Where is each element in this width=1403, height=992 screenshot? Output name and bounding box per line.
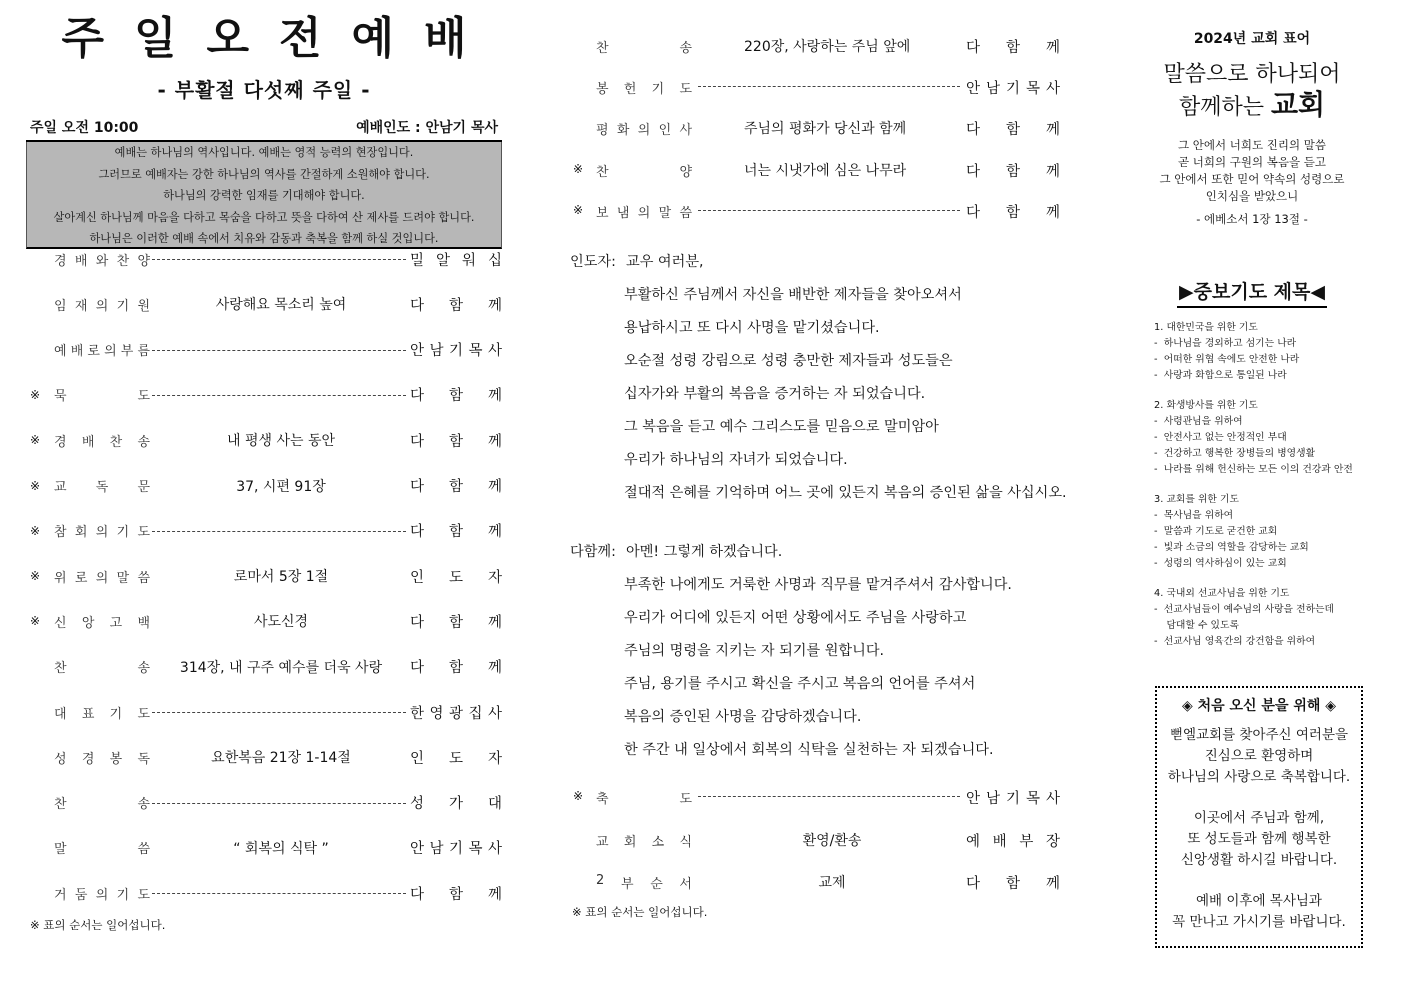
order-performer: 다 함 께 <box>410 614 502 631</box>
order-performer: 예 배 부 장 <box>966 833 1060 850</box>
order-performer: 안 남 기 목 사 <box>410 343 502 360</box>
dashed-leader-line <box>152 893 406 894</box>
order-row <box>570 116 1062 138</box>
intercession-item: - 말씀과 기도로 굳건한 교회 <box>1154 526 1278 537</box>
middle-footnote: ※ 표의 순서는 일어섭니다. <box>572 905 708 919</box>
welcome-line: 이곳에서 주님과 함께, <box>1193 810 1325 826</box>
order-content: “ 회복의 식탁 ” <box>233 840 329 857</box>
order-label: 묵 도 <box>54 389 150 405</box>
order-row <box>570 785 1062 807</box>
worship-notice-box <box>26 142 502 249</box>
order-label: 축 도 <box>596 792 692 807</box>
intercession-item: - 사랑과 화합으로 통일된 나라 <box>1154 370 1287 381</box>
order-content: 220장, 사랑하는 주님 앞에 <box>744 39 911 55</box>
order-content: 교제 <box>818 875 846 891</box>
order-label: 경 배 와 찬 양 <box>54 253 150 269</box>
order-performer: 다 함 께 <box>410 479 502 495</box>
intercession-item: - 사령관님을 위하여 <box>1154 416 1243 427</box>
order-content: 사랑해요 목소리 높여 <box>215 297 347 314</box>
intercession-group-title: 1. 대한민국을 위한 기도 <box>1154 322 1258 333</box>
order-row <box>28 882 504 904</box>
welcome-paragraph-3 <box>1157 891 1361 933</box>
dashed-leader-line <box>698 796 960 797</box>
order-row <box>28 656 504 678</box>
leader-speaker: 인도자: <box>570 254 616 270</box>
welcome-line: 꼭 만나고 가시기를 바랍니다. <box>1172 914 1346 930</box>
order-performer: 다 함 께 <box>410 433 502 450</box>
welcome-line: 또 성도들과 함께 행복한 <box>1187 831 1331 847</box>
intercession-group-title: 4. 국내외 선교사님을 위한 기도 <box>1154 588 1290 599</box>
motto-line-2b: 교회 <box>1270 88 1326 121</box>
prayer-line: 절대적 은혜를 기억하며 어느 곳에 있든지 복음의 증인된 삶을 사십시오. <box>624 485 1067 501</box>
order-row <box>28 837 504 859</box>
order-row <box>28 610 504 632</box>
order-label: 대 표 기 도 <box>54 706 150 722</box>
intercession-item: 담대할 수 있도록 <box>1154 620 1239 631</box>
order-row <box>28 520 504 542</box>
standing-mark: ※ <box>30 569 41 584</box>
order-content: 37, 시편 91장 <box>236 478 326 495</box>
service-info-row <box>26 117 502 142</box>
motto-line-2 <box>1140 90 1364 123</box>
notice-line: 하나님은 이러한 예배 속에서 치유와 감동과 축복을 함께 하실 것입니다. <box>89 232 439 245</box>
prayer-line: 용납하시고 또 다시 사명을 맡기셨습니다. <box>624 320 880 336</box>
order-row <box>570 870 1062 892</box>
prayer-line: 부족한 나에게도 거룩한 사명과 직무를 맡겨주셔서 감사합니다. <box>624 577 1012 593</box>
prayer-line: 십자가와 부활의 복음을 증거하는 자 되었습니다. <box>624 386 926 402</box>
dashed-leader-line <box>152 803 406 804</box>
motto-verse <box>1140 137 1364 205</box>
welcome-line: 뻗엘교회를 찾아주신 여러분을 <box>1169 727 1349 743</box>
service-title: 주일오전예배 <box>61 13 497 64</box>
order-performer: 밀 알 워 십 <box>410 252 502 269</box>
prayer-line: 부활하신 주님께서 자신을 배반한 제자들을 찾아오셔서 <box>624 287 962 303</box>
prayer-line: 그 복음을 듣고 예수 그리스도를 믿음으로 말미암아 <box>624 419 939 435</box>
welcome-paragraph-2 <box>1157 808 1361 871</box>
left-column <box>26 12 502 249</box>
order-row <box>28 746 504 768</box>
order-row <box>28 339 504 361</box>
order-row <box>570 34 1062 56</box>
standing-mark: ※ <box>30 478 41 493</box>
standing-mark: ※ <box>573 202 584 217</box>
intercession-group-title: 3. 교회를 위한 기도 <box>1154 494 1239 505</box>
order-performer: 인 도 자 <box>410 750 502 767</box>
order-performer: 안 남 기 목 사 <box>410 841 502 858</box>
standing-mark: ※ <box>573 161 584 176</box>
order-content: 환영/환송 <box>802 832 862 849</box>
left-footnote: ※ 표의 순서는 일어섭니다. <box>30 918 166 932</box>
order-label: 교 독 문 <box>54 480 150 495</box>
standing-mark: ※ <box>30 523 41 538</box>
order-performer: 인 도 자 <box>410 569 502 586</box>
order-performer: 한 영 광 집 사 <box>410 705 502 722</box>
order-label: 위 로 의 말 씀 <box>54 570 150 586</box>
motto-line-2a: 함께하는 <box>1178 95 1271 120</box>
order-label: 2 부 순 서 <box>596 873 692 892</box>
welcome-paragraph-1 <box>1157 725 1361 788</box>
order-label: 임 재 의 기 원 <box>54 298 150 314</box>
prayer-line: 우리가 어디에 있든지 어떤 상황에서도 주님을 사랑하고 <box>624 610 967 626</box>
order-content: 내 평생 사는 동안 <box>226 433 336 450</box>
standing-mark: ※ <box>30 387 41 402</box>
intercession-group <box>1154 320 1364 384</box>
dashed-leader-line <box>152 395 406 396</box>
order-label: 경 배 찬 송 <box>54 434 150 450</box>
order-performer: 안 남 기 목 사 <box>966 81 1060 98</box>
dashed-leader-line <box>152 350 406 351</box>
order-content: 요한복음 21장 1-14절 <box>211 750 351 767</box>
service-leader: 예배인도 : 안남기 목사 <box>356 120 498 136</box>
order-content: 로마서 5장 1절 <box>233 569 329 586</box>
intercession-item: - 선교사님 영육간의 강건함을 위하여 <box>1154 636 1316 647</box>
order-performer: 다 함 께 <box>410 524 502 541</box>
prayer-line: 주님의 명령을 지키는 자 되기를 원합니다. <box>624 643 885 659</box>
standing-mark: ※ <box>30 614 41 629</box>
intercession-item: - 빛과 소금의 역할을 감당하는 교회 <box>1154 542 1309 553</box>
order-label: 봉 헌 기 도 <box>596 82 692 98</box>
intercession-group <box>1154 586 1364 650</box>
order-performer: 다 함 께 <box>410 297 502 314</box>
order-label: 찬 송 <box>54 661 150 677</box>
intercession-item: - 어떠한 위협 속에도 안전한 나라 <box>1154 354 1300 365</box>
intercession-list <box>1140 320 1364 650</box>
leader-prayer <box>570 246 1070 510</box>
motto-line-1: 말씀으로 하나되어 <box>1163 62 1341 87</box>
order-label: 거 둠 의 기 도 <box>54 887 150 903</box>
intercession-group <box>1154 492 1364 572</box>
welcome-line: 예배 이후에 목사님과 <box>1196 893 1322 909</box>
notice-line: 예배는 하나님의 역사입니다. 예배는 영적 능력의 현장입니다. <box>114 146 414 159</box>
order-label: 참 회 의 기 도 <box>54 525 150 541</box>
order-row <box>28 248 504 270</box>
dashed-leader-line <box>152 712 406 713</box>
dashed-leader-line <box>698 86 960 87</box>
order-label: 예 배 로 의 부 름 <box>54 344 150 360</box>
prayer-line: 한 주간 내 일상에서 회복의 식탁을 실천하는 자 되겠습니다. <box>624 742 994 758</box>
order-label: 말 씀 <box>54 842 150 858</box>
order-label: 찬 송 <box>596 41 692 56</box>
congregation-response <box>570 536 1070 766</box>
church-motto <box>1140 60 1364 123</box>
order-performer: 성 가 대 <box>410 796 502 813</box>
welcome-line: 신앙생활 하시길 바랍니다. <box>1180 852 1338 868</box>
notice-line: 살아계신 하나님께 마음을 다하고 목숨을 다하고 뜻을 다하여 산 제사를 드려야 합니다. <box>53 210 475 224</box>
intercession-item: - 성령의 역사하심이 있는 교회 <box>1154 558 1287 569</box>
order-label: 교 회 소 식 <box>596 834 692 850</box>
order-label: 찬 송 <box>54 797 150 813</box>
welcome-box <box>1155 686 1363 948</box>
intercession-item: - 나라를 위해 헌신하는 모든 이의 건강과 안전 <box>1154 464 1353 475</box>
service-time: 주일 오전 10:00 <box>30 120 139 136</box>
verse-line: 인치심을 받았으니 <box>1205 189 1299 203</box>
order-row <box>570 199 1062 221</box>
motto-year: 2024년 교회 표어 <box>1193 31 1311 47</box>
order-row <box>28 701 504 723</box>
dashed-leader-line <box>152 531 406 532</box>
order-content: 너는 시냇가에 심은 나무라 <box>744 162 907 179</box>
order-performer: 다 함 께 <box>410 388 502 405</box>
order-label: 신 앙 고 백 <box>54 615 150 631</box>
prayer-line: 우리가 하나님의 자녀가 되었습니다. <box>624 452 848 468</box>
standing-mark: ※ <box>30 433 41 448</box>
standing-mark: ※ <box>573 789 584 803</box>
service-subtitle: - 부활절 다섯째 주일 - <box>157 78 371 102</box>
order-label: 보 냄 의 말 씀 <box>596 205 692 221</box>
order-row <box>28 565 504 587</box>
prayer-line: 복음의 증인된 사명을 감당하겠습니다. <box>624 709 862 725</box>
verse-line: 그 안에서 너희도 진리의 말씀 <box>1178 138 1326 152</box>
order-row <box>28 384 504 406</box>
prayer-line: 주님, 용기를 주시고 확신을 주시고 복음의 언어를 주셔서 <box>624 676 976 692</box>
intercession-item: - 안전사고 없는 안정적인 부대 <box>1154 432 1287 443</box>
right-column <box>1140 28 1364 664</box>
intercession-title: ▶중보기도 제목◀ <box>1177 277 1327 308</box>
order-row <box>28 293 504 315</box>
order-content: 주님의 평화가 당신과 함께 <box>744 121 907 138</box>
intercession-item: - 건강하고 행복한 장병들의 병영생활 <box>1154 448 1316 459</box>
prayer-line: 교우 여러분, <box>626 254 704 270</box>
order-performer: 다 함 께 <box>966 876 1060 892</box>
order-label: 찬 양 <box>596 164 692 180</box>
order-content: 사도신경 <box>253 614 309 631</box>
order-performer: 다 함 께 <box>966 40 1060 56</box>
order-row <box>28 475 504 497</box>
welcome-title: ◈ 처음 오신 분을 위해 ◈ <box>1181 698 1337 714</box>
notice-line: 그러므로 예배자는 강한 하나님의 역사를 간절하게 소원해야 합니다. <box>98 167 430 181</box>
order-performer: 다 함 께 <box>966 204 1060 221</box>
congregation-speaker: 다함께: <box>570 544 616 560</box>
order-label: 성 경 봉 독 <box>54 751 150 767</box>
prayer-line: 오순절 성령 강림으로 성령 충만한 제자들과 성도들은 <box>624 353 953 369</box>
notice-line: 하나님의 강력한 임재를 기대해야 합니다. <box>163 189 365 202</box>
verse-line: 그 안에서 또한 믿어 약속의 성령으로 <box>1159 172 1345 186</box>
order-row <box>570 75 1062 97</box>
intercession-group-title: 2. 화생방사를 위한 기도 <box>1154 400 1258 411</box>
order-row <box>28 429 504 451</box>
order-row <box>570 158 1062 180</box>
order-label: 평 화 의 인 사 <box>596 123 692 139</box>
intercession-item: - 선교사님들이 예수님의 사랑을 전하는데 <box>1154 604 1334 615</box>
order-row <box>28 792 504 814</box>
order-performer: 다 함 께 <box>966 122 1060 139</box>
order-performer: 다 함 께 <box>410 886 502 903</box>
intercession-item: - 하나님을 경외하고 섬기는 나라 <box>1154 338 1297 349</box>
order-performer: 다 함 께 <box>410 660 502 677</box>
order-content: 314장, 내 구주 예수를 더욱 사랑 <box>179 659 383 676</box>
intercession-item: - 목사님을 위하여 <box>1154 510 1234 521</box>
order-performer: 안 남 기 목 사 <box>966 791 1060 807</box>
dashed-leader-line <box>698 210 960 211</box>
prayer-line: 아멘! 그렇게 하겠습니다. <box>626 544 783 560</box>
order-row <box>570 828 1062 850</box>
verse-reference: - 에베소서 1장 13절 - <box>1196 212 1308 226</box>
welcome-line: 진심으로 환영하며 <box>1204 748 1314 764</box>
verse-line: 곧 너희의 구원의 복음을 듣고 <box>1178 155 1326 169</box>
dashed-leader-line <box>152 259 406 260</box>
order-performer: 다 함 께 <box>966 163 1060 180</box>
intercession-group <box>1154 398 1364 478</box>
welcome-line: 하나님의 사랑으로 축복합니다. <box>1167 769 1351 785</box>
